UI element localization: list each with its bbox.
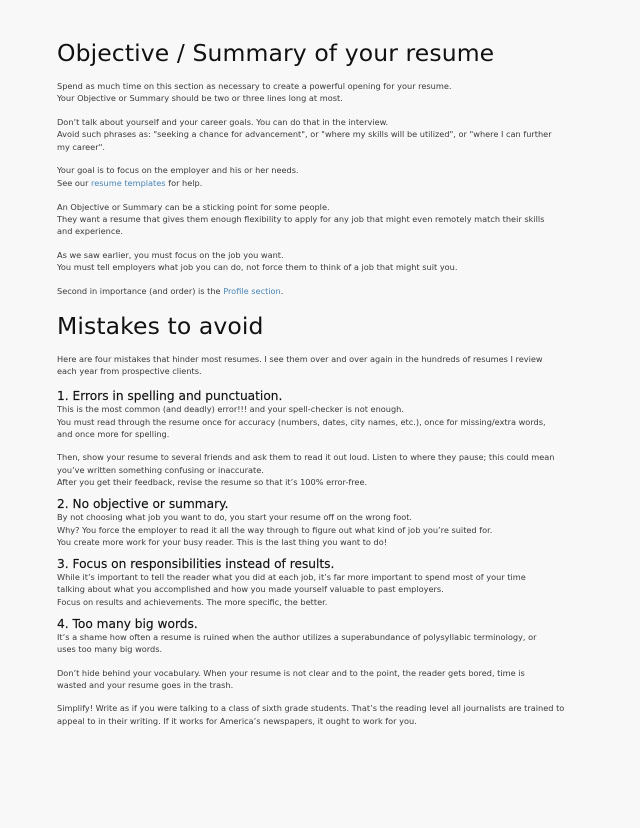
- text-span: .: [280, 286, 284, 297]
- text-span: See our: [57, 177, 92, 188]
- text-span: for help.: [165, 177, 203, 188]
- text-line: As we saw earlier, you must focus on the job you want.: [57, 249, 284, 260]
- profile-line: [57, 285, 610, 297]
- mistake-heading: 2. No objective or summary.: [57, 496, 229, 511]
- mistake-paragraph: [57, 451, 610, 488]
- mistake-section-1: [57, 389, 610, 488]
- text-line: and once more for spelling.: [57, 429, 170, 440]
- mistake-paragraph: [57, 631, 610, 656]
- text-line: each year from prospective clients.: [57, 366, 202, 377]
- mistake-heading: 3. Focus on responsibilities instead of results.: [57, 556, 335, 571]
- resume-templates-link[interactable]: resume templates: [91, 177, 166, 188]
- text-line: They want a resume that gives them enough flexibility to apply for any job that might even remotely match their skills: [57, 213, 545, 224]
- objective-paragraph-3: [57, 164, 610, 189]
- text-line: After you get their feedback, revise the resume so that it’s 100% error-free.: [57, 476, 368, 487]
- objective-paragraph-2: [57, 116, 610, 153]
- text-line: Here are four mistakes that hinder most resumes. I see them over and over again in the hundreds of resumes I review: [57, 353, 543, 364]
- objective-heading: Objective / Summary of your resume: [57, 39, 495, 67]
- mistake-section-3: [57, 557, 610, 608]
- text-line: Don’t talk about yourself and your career goals. You can do that in the interview.: [57, 117, 389, 128]
- mistake-paragraph: [57, 511, 610, 548]
- objective-paragraph-6: [57, 285, 610, 297]
- text-line: By not choosing what job you want to do, you start your resume off on the wrong foot.: [57, 512, 413, 523]
- text-line: Don’t hide behind your vocabulary. When your resume is not clear and to the point, the reader gets bored, time is: [57, 667, 525, 678]
- text-line: You must read through the resume once for accuracy (numbers, dates, city names, etc.), once for missing/extra words,: [57, 416, 546, 427]
- objective-paragraph-4: [57, 201, 610, 238]
- text-line: Spend as much time on this section as necessary to create a powerful opening for your resume.: [57, 81, 452, 91]
- text-line: Avoid such phrases as: "seeking a chance for advancement", or "where my skills will be utilized", or "where I can further: [57, 129, 552, 140]
- mistake-heading: 4. Too many big words.: [57, 616, 198, 631]
- mistake-paragraph: [57, 667, 610, 692]
- mistake-heading: 1. Errors in spelling and punctuation.: [57, 388, 283, 403]
- text-line: wasted and your resume goes in the trash.: [57, 679, 234, 690]
- text-line: my career".: [57, 141, 105, 152]
- mistake-paragraph: [57, 702, 610, 727]
- mistakes-heading: Mistakes to avoid: [57, 311, 264, 340]
- mistakes-intro: [57, 353, 610, 378]
- text-line: This is the most common (and deadly) error!!! and your spell-checker is not enough.: [57, 404, 404, 415]
- mistake-section-2: [57, 497, 610, 548]
- text-line: Then, show your resume to several friends and ask them to read it out loud. Listen to where they pause; this could mean: [57, 452, 555, 463]
- text-line: you’ve written something confusing or inaccurate.: [57, 464, 264, 475]
- objective-paragraph-1: [57, 80, 610, 105]
- text-line: Your Objective or Summary should be two or three lines long at most.: [57, 93, 343, 104]
- text-line: and experience.: [57, 226, 123, 237]
- mistake-paragraph: [57, 571, 610, 608]
- text-line: uses too many big words.: [57, 644, 163, 655]
- text-line: Focus on results and achievements. The more specific, the better.: [57, 596, 328, 607]
- text-line: While it’s important to tell the reader what you did at each job, it’s far more important to spend most of your time: [57, 572, 526, 583]
- templates-line: [57, 177, 610, 189]
- mistake-paragraph: [57, 403, 610, 440]
- text-line: It’s a shame how often a resume is ruined when the author utilizes a superabundance of polysyllabic terminology, or: [57, 632, 537, 643]
- text-line: Why? You force the employer to read it all the way through to figure out what kind of job you’re suited for.: [57, 524, 493, 535]
- objective-paragraph-5: [57, 249, 610, 274]
- mistake-section-4: [57, 617, 610, 727]
- text-line: Simplify! Write as if you were talking to a class of sixth grade students. That’s the reading level all journalists are trained to: [57, 703, 565, 714]
- text-line: You create more work for your busy reader. This is the last thing you want to do!: [57, 536, 388, 547]
- text-line: Your goal is to focus on the employer and his or her needs.: [57, 165, 299, 176]
- text-span: Second in importance (and order) is the: [57, 286, 224, 297]
- text-line: talking about what you accomplished and how you made yourself valuable to past employers.: [57, 584, 444, 595]
- profile-section-link[interactable]: Profile section: [223, 286, 281, 297]
- text-line: appeal to in their writing. If it works for America’s newspapers, it ought to work for you.: [57, 715, 417, 726]
- text-line: You must tell employers what job you can do, not force them to think of a job that might suit you.: [57, 262, 458, 273]
- text-line: An Objective or Summary can be a sticking point for some people.: [57, 201, 330, 212]
